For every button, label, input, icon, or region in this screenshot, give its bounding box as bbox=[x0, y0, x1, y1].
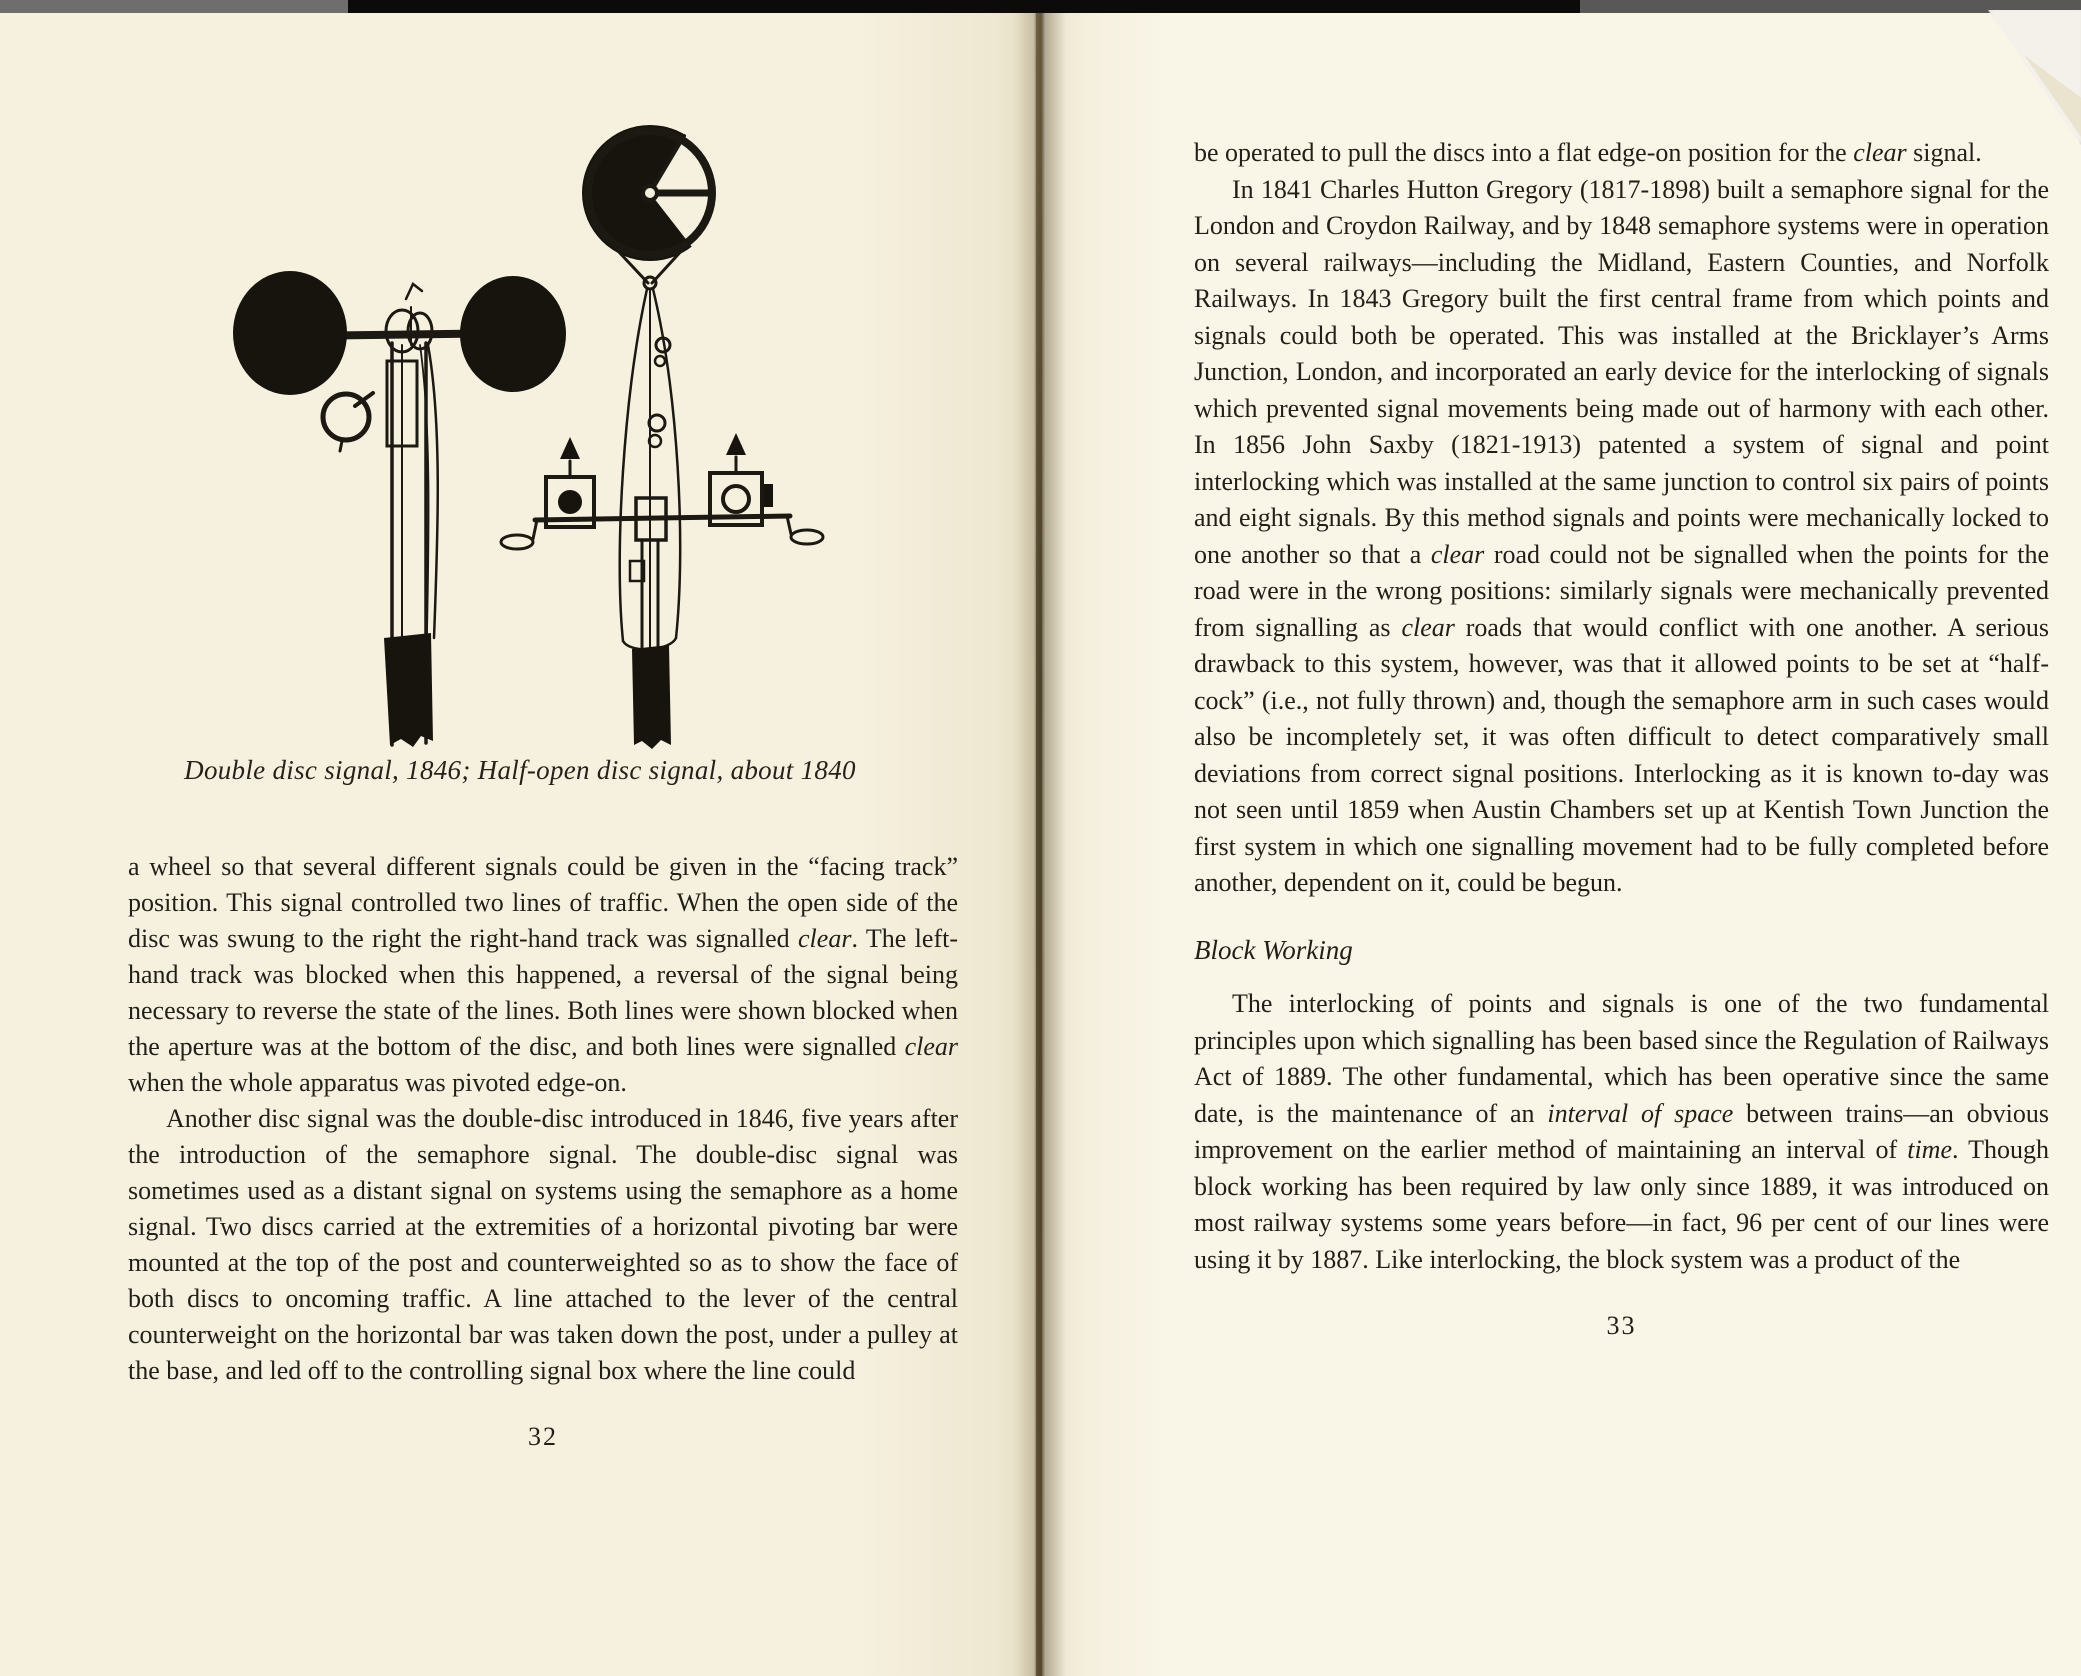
paragraph: Another disc signal was the double-disc introduced in 1846, five years after the introduction of the semaphore signal. The double-disc signal was sometimes used as a distant signal on systems using the semaphore as a home signal. Two discs carried at the extremities of a horizontal pivoting bar were mounted at the top of the post and counterweighted so as to show the face of both discs to oncoming traffic. A line attached to the lever of the central counterweight on the horizontal bar was taken down the post, under a pulley at the base, and led off to the controlling signal box where the line could bbox=[128, 1104, 958, 1385]
disc-signal-illustration bbox=[90, 93, 860, 773]
page-number-left: 32 bbox=[528, 1422, 558, 1451]
page-left bbox=[0, 13, 1038, 1676]
page-right bbox=[1038, 13, 2081, 1676]
scanner-edge-strip bbox=[0, 0, 348, 13]
paragraph: a wheel so that several different signals could be given in the “facing track” position. This signal controlled two lines of traffic. When the open side of the disc was swung to the right the right-hand track was signalled clear. The left-hand track was blocked when this happened, a reversal of the signal being necessary to reverse the state of the lines. Both lines were shown blocked when the aperture was at the bottom of the disc, and both lines were signalled clear when the whole apparatus was pivoted edge-on. bbox=[128, 852, 958, 1097]
paragraph: In 1841 Charles Hutton Gregory (1817-1898) built a semaphore signal for the London and Croydon Railway, and by 1848 semaphore systems were in operation on several railways—including the Midland, Eastern Counties, and Norfolk Railways. In 1843 Gregory built the first central frame from which points and signals could both be operated. This was installed at the Bricklayer’s Arms Junction, London, and incorporated an early device for the interlocking of signals which prevented signal movements being made out of harmony with each other. In 1856 John Saxby (1821-1913) patented a system of signal and point interlocking which was installed at the same junction to control six pairs of points and eight signals. By this method signals and points were mechanically locked to one another so that a clear road could not be signalled when the points for the road were in the wrong positions: similarly signals were mechanically prevented from signalling as clear roads that would conflict with one another. A serious drawback to this system, however, was that it allowed points to be set at “half-cock” (i.e., not fully thrown) and, though the semaphore arm in such cases would also be incompletely set, it was often difficult to detect comparatively small deviations from correct signal positions. Interlocking as it is known to-day was not seen until 1859 when Austin Chambers set up at Kentish Town Junction the first system in which one signalling movement had to be fully completed before another, dependent on it, could be begun. bbox=[1194, 174, 2049, 897]
book-spine-crease bbox=[1036, 13, 1042, 1676]
paragraph: The interlocking of points and signals is one of the two fundamental principles upon which signalling has been based since the Regulation of Railways Act of 1889. The other fundamental, which has been operative since the same date, is the maintenance of an interval of space between trains—an obvious improvement on the earlier method of maintaining an interval of time. Though block working has been required by law only since 1889, it was introduced on most railway systems some years before—in fact, 96 per cent of our lines were using it by 1887. Like interlocking, the block system was a product of the bbox=[1194, 989, 2050, 1274]
scanner-edge-strip bbox=[348, 0, 1580, 13]
left-text-column bbox=[128, 849, 958, 1455]
right-text-column bbox=[1194, 135, 2049, 1345]
figure-caption: Double disc signal, 1846; Half-open disc signal, about 1840 bbox=[184, 755, 856, 785]
section-heading-block-working: Block Working bbox=[1194, 934, 1353, 965]
page-number-right: 33 bbox=[1606, 1311, 1637, 1340]
paragraph: be operated to pull the discs into a flat edge-on position for the clear signal. bbox=[1194, 138, 1982, 167]
